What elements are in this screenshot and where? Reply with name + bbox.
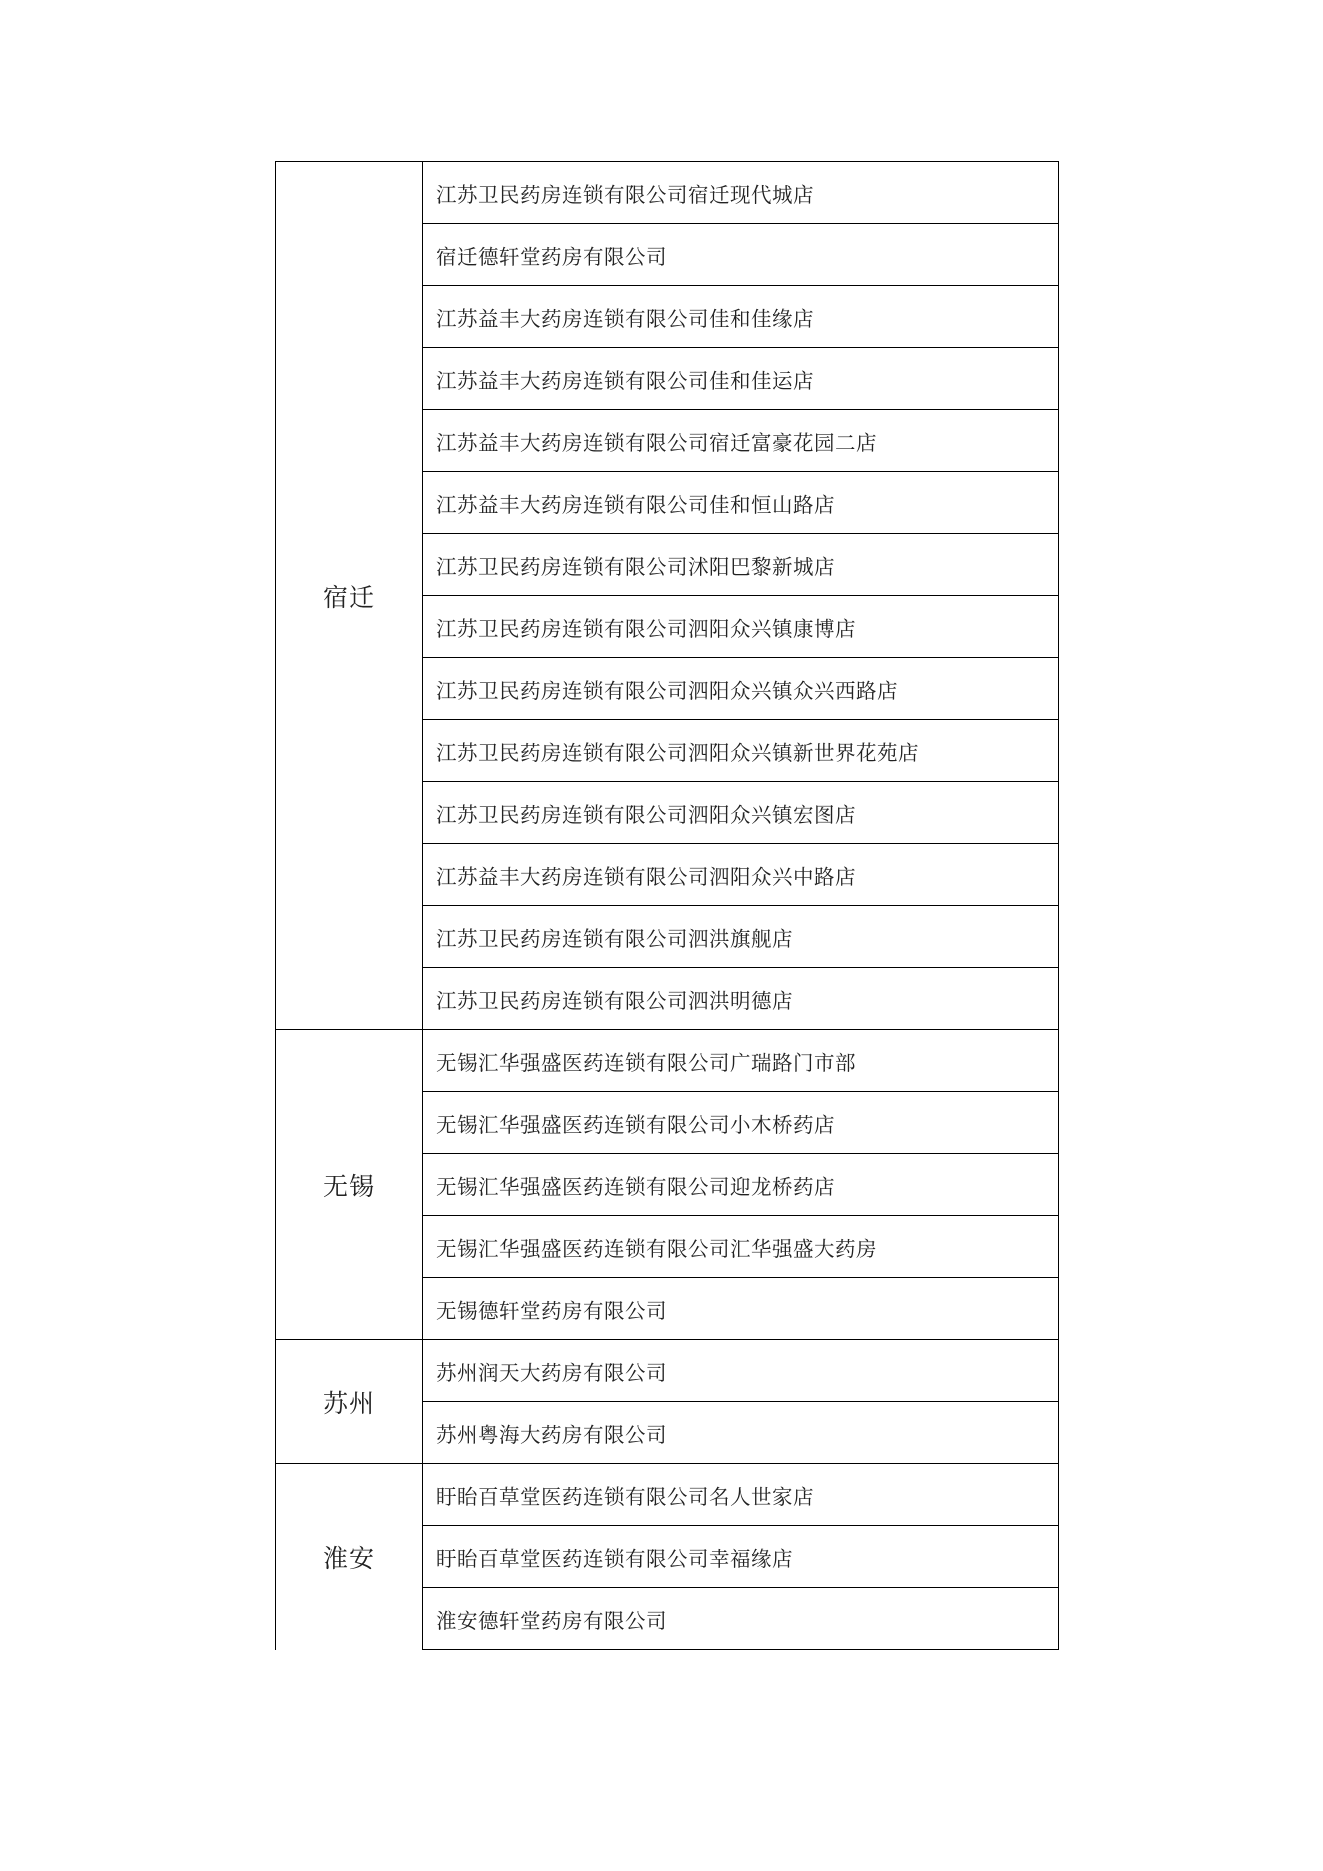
store-name-cell: 淮安德轩堂药房有限公司 (423, 1588, 1059, 1650)
store-name-cell: 江苏益丰大药房连锁有限公司佳和恒山路店 (423, 472, 1059, 534)
store-name-cell: 江苏益丰大药房连锁有限公司宿迁富豪花园二店 (423, 410, 1059, 472)
region-name-cell: 宿迁 (276, 162, 423, 1030)
table-row (276, 1464, 1059, 1526)
store-name-cell: 江苏卫民药房连锁有限公司泗阳众兴镇宏图店 (423, 782, 1059, 844)
store-name-cell: 苏州润天大药房有限公司 (423, 1340, 1059, 1402)
store-name-cell: 江苏卫民药房连锁有限公司泗洪明德店 (423, 968, 1059, 1030)
table-row (276, 162, 1059, 224)
region-name-cell: 苏州 (276, 1340, 423, 1464)
store-name-cell: 盱眙百草堂医药连锁有限公司名人世家店 (423, 1464, 1059, 1526)
table-row (276, 1340, 1059, 1402)
store-name-cell: 无锡汇华强盛医药连锁有限公司广瑞路门市部 (423, 1030, 1059, 1092)
store-list-body (276, 162, 1059, 1650)
store-name-cell: 无锡汇华强盛医药连锁有限公司小木桥药店 (423, 1092, 1059, 1154)
store-name-cell: 苏州粤海大药房有限公司 (423, 1402, 1059, 1464)
store-name-cell: 无锡德轩堂药房有限公司 (423, 1278, 1059, 1340)
store-name-cell: 江苏益丰大药房连锁有限公司佳和佳缘店 (423, 286, 1059, 348)
store-name-cell: 江苏益丰大药房连锁有限公司泗阳众兴中路店 (423, 844, 1059, 906)
table-row (276, 1030, 1059, 1092)
store-list-table (275, 161, 1059, 1650)
region-name-cell: 淮安 (276, 1464, 423, 1650)
store-name-cell: 盱眙百草堂医药连锁有限公司幸福缘店 (423, 1526, 1059, 1588)
store-name-cell: 无锡汇华强盛医药连锁有限公司迎龙桥药店 (423, 1154, 1059, 1216)
store-name-cell: 江苏卫民药房连锁有限公司沭阳巴黎新城店 (423, 534, 1059, 596)
store-name-cell: 宿迁德轩堂药房有限公司 (423, 224, 1059, 286)
store-name-cell: 无锡汇华强盛医药连锁有限公司汇华强盛大药房 (423, 1216, 1059, 1278)
store-name-cell: 江苏卫民药房连锁有限公司泗阳众兴镇康博店 (423, 596, 1059, 658)
store-name-cell: 江苏卫民药房连锁有限公司泗阳众兴镇众兴西路店 (423, 658, 1059, 720)
store-name-cell: 江苏卫民药房连锁有限公司泗阳众兴镇新世界花苑店 (423, 720, 1059, 782)
region-name-cell: 无锡 (276, 1030, 423, 1340)
store-name-cell: 江苏益丰大药房连锁有限公司佳和佳运店 (423, 348, 1059, 410)
store-name-cell: 江苏卫民药房连锁有限公司宿迁现代城店 (423, 162, 1059, 224)
store-name-cell: 江苏卫民药房连锁有限公司泗洪旗舰店 (423, 906, 1059, 968)
